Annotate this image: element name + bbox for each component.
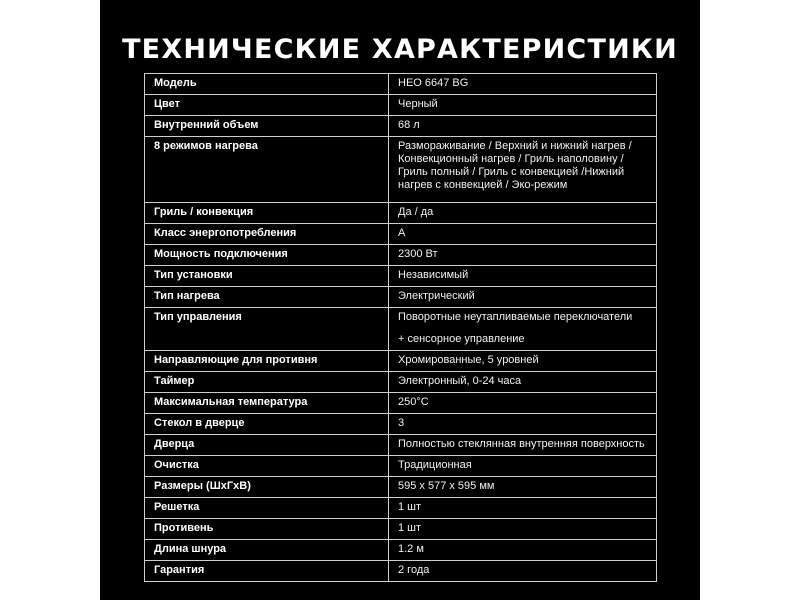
control-type-line-1: Поворотные неутапливаемые переключатели bbox=[398, 311, 633, 323]
table-row bbox=[145, 266, 657, 287]
spec-value: Независимый bbox=[389, 266, 657, 287]
spec-label: Размеры (ШxГxВ) bbox=[145, 477, 389, 498]
table-row bbox=[145, 116, 657, 137]
spec-value: Традиционная bbox=[389, 456, 657, 477]
spec-value: 250°С bbox=[389, 393, 657, 414]
table-row bbox=[145, 287, 657, 308]
spec-label: 8 режимов нагрева bbox=[145, 137, 389, 203]
spec-label: Решетка bbox=[145, 498, 389, 519]
spec-label: Тип установки bbox=[145, 266, 389, 287]
spec-label: Дверца bbox=[145, 435, 389, 456]
table-row bbox=[145, 308, 657, 351]
spec-value: Полностью стеклянная внутренняя поверхность bbox=[389, 435, 657, 456]
table-row bbox=[145, 435, 657, 456]
spec-value: Да / да bbox=[389, 203, 657, 224]
spec-label: Мощность подключения bbox=[145, 245, 389, 266]
spec-label: Класс энергопотребления bbox=[145, 224, 389, 245]
spec-label: Противень bbox=[145, 519, 389, 540]
spec-value: 1.2 м bbox=[389, 540, 657, 561]
spec-label: Цвет bbox=[145, 95, 389, 116]
spec-value: 1 шт bbox=[389, 519, 657, 540]
spec-value: 68 л bbox=[389, 116, 657, 137]
control-type-line-2: + сенсорное управление bbox=[398, 333, 525, 345]
table-row bbox=[145, 351, 657, 372]
table-row bbox=[145, 414, 657, 435]
spec-value: 1 шт bbox=[389, 498, 657, 519]
spec-label: Стекол в дверце bbox=[145, 414, 389, 435]
spec-label: Тип нагрева bbox=[145, 287, 389, 308]
spec-value: Черный bbox=[389, 95, 657, 116]
table-row bbox=[145, 137, 657, 203]
table-row bbox=[145, 498, 657, 519]
spec-value bbox=[389, 137, 657, 203]
spec-label: Тип управления bbox=[145, 308, 389, 351]
spec-label: Очистка bbox=[145, 456, 389, 477]
spec-value: Хромированные, 5 уровней bbox=[389, 351, 657, 372]
spec-value: 3 bbox=[389, 414, 657, 435]
table-row bbox=[145, 393, 657, 414]
spec-value: 2300 Вт bbox=[389, 245, 657, 266]
spec-value: HEO 6647 BG bbox=[389, 74, 657, 95]
table-row bbox=[145, 245, 657, 266]
spec-label: Гарантия bbox=[145, 561, 389, 582]
spec-label: Гриль / конвекция bbox=[145, 203, 389, 224]
table-row bbox=[145, 203, 657, 224]
table-row bbox=[145, 372, 657, 393]
spec-table bbox=[144, 73, 657, 582]
heating-modes-text: Размораживание / Верхний и нижний нагрев / Конвекционный нагрев / Гриль наполовину / Гриль полный / Гриль с конвекцией /Нижний нагрев с конвекцией / Эко-режим bbox=[398, 140, 632, 191]
table-row bbox=[145, 224, 657, 245]
table-row bbox=[145, 540, 657, 561]
table-row bbox=[145, 95, 657, 116]
spec-label: Модель bbox=[145, 74, 389, 95]
spec-value: А bbox=[389, 224, 657, 245]
spec-label: Внутренний объем bbox=[145, 116, 389, 137]
spec-value: 2 года bbox=[389, 561, 657, 582]
table-row bbox=[145, 477, 657, 498]
spec-value: Электронный, 0-24 часа bbox=[389, 372, 657, 393]
spec-value: Электрический bbox=[389, 287, 657, 308]
spec-label: Максимальная температура bbox=[145, 393, 389, 414]
table-row bbox=[145, 74, 657, 95]
table-row bbox=[145, 561, 657, 582]
spec-panel bbox=[100, 0, 700, 600]
spec-value: 595 x 577 x 595 мм bbox=[389, 477, 657, 498]
table-row bbox=[145, 519, 657, 540]
page-title: ТЕХНИЧЕСКИЕ ХАРАКТЕРИСТИКИ bbox=[122, 34, 678, 65]
spec-label: Длина шнура bbox=[145, 540, 389, 561]
table-row bbox=[145, 456, 657, 477]
spec-label: Таймер bbox=[145, 372, 389, 393]
spec-value bbox=[389, 308, 657, 351]
spec-label: Направляющие для противня bbox=[145, 351, 389, 372]
